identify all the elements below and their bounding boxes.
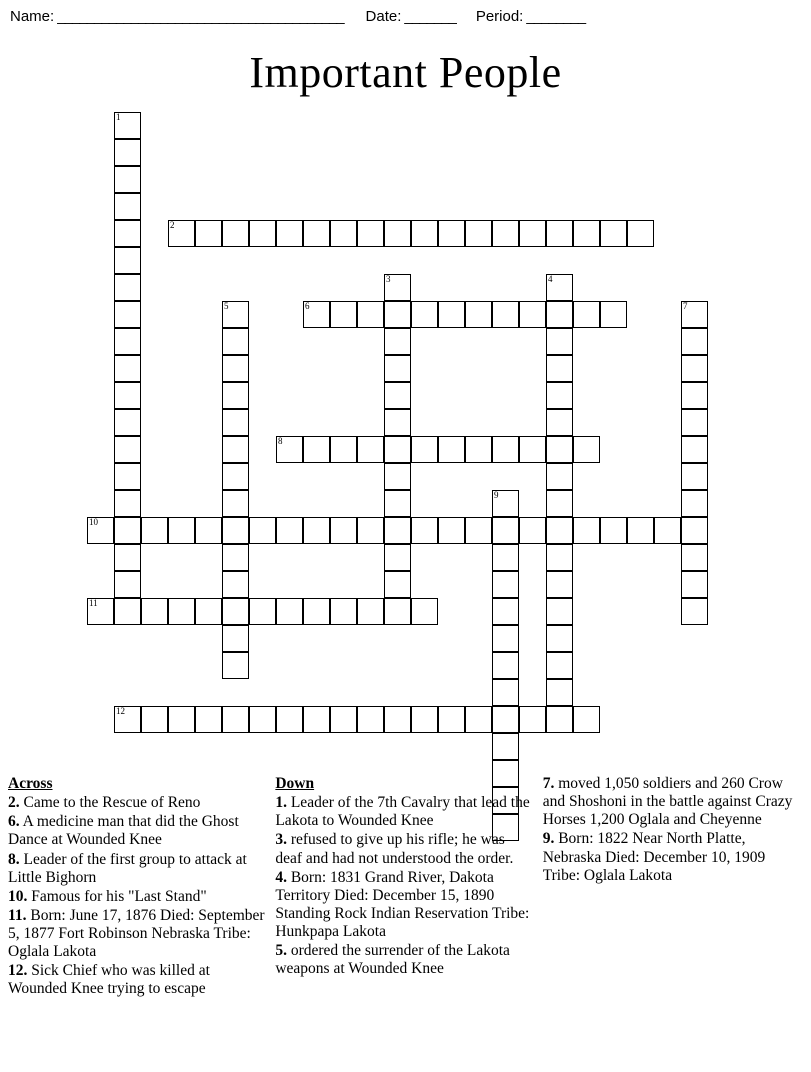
grid-cell[interactable] (492, 733, 519, 760)
grid-cell[interactable] (411, 436, 438, 463)
grid-cell[interactable] (222, 220, 249, 247)
grid-cell[interactable] (627, 517, 654, 544)
period-field (476, 8, 585, 25)
grid-cell[interactable] (330, 436, 357, 463)
grid-cell[interactable] (546, 598, 573, 625)
grid-cell[interactable] (114, 436, 141, 463)
grid-cell[interactable] (384, 274, 411, 301)
grid-cell[interactable] (546, 706, 573, 733)
grid-cell[interactable] (303, 706, 330, 733)
period-label: Period: (475, 8, 524, 25)
grid-cell[interactable] (222, 355, 249, 382)
clue-number: 1. (275, 794, 287, 812)
grid-cell[interactable] (195, 517, 222, 544)
grid-cell[interactable] (492, 544, 519, 571)
grid-cell[interactable] (573, 706, 600, 733)
grid-cell[interactable] (546, 679, 573, 706)
clue-item (8, 907, 265, 961)
grid-cell[interactable] (681, 571, 708, 598)
grid-cell[interactable] (114, 220, 141, 247)
grid-cell[interactable] (600, 517, 627, 544)
grid-cell[interactable] (546, 652, 573, 679)
grid-cell[interactable] (492, 517, 519, 544)
grid-cell[interactable] (492, 679, 519, 706)
grid-cell[interactable] (141, 517, 168, 544)
grid-cell[interactable] (465, 301, 492, 328)
grid-cell[interactable] (546, 220, 573, 247)
grid-cell[interactable] (681, 409, 708, 436)
grid-cell[interactable] (357, 220, 384, 247)
grid-cell[interactable] (87, 598, 114, 625)
grid-cell[interactable] (276, 598, 303, 625)
grid-cell[interactable] (492, 598, 519, 625)
grid-cell-number: 5 (224, 301, 229, 311)
grid-cell[interactable] (114, 301, 141, 328)
clue-text: A medicine man that did the Ghost Dance at Wounded Knee (8, 813, 239, 849)
grid-cell[interactable] (330, 301, 357, 328)
clue-text: Came to the Rescue of Reno (19, 794, 201, 812)
grid-cell-number: 10 (89, 517, 98, 527)
grid-cell[interactable] (357, 598, 384, 625)
grid-cell-number: 11 (89, 598, 98, 608)
grid-cell[interactable] (681, 355, 708, 382)
clue-text: Born: 1831 Grand River, Dakota Territory Died: December 15, 1890 Standing Rock Indian Reservation Tribe: Hunkpapa Lakota (275, 868, 530, 940)
grid-cell[interactable] (222, 490, 249, 517)
grid-cell[interactable] (276, 436, 303, 463)
grid-cell[interactable] (681, 544, 708, 571)
grid-cell[interactable] (546, 382, 573, 409)
grid-cell[interactable] (519, 706, 546, 733)
grid-cell[interactable] (195, 706, 222, 733)
down-heading: Down (275, 775, 315, 792)
name-blank-line: _______________________________________ (57, 8, 344, 25)
grid-cell[interactable] (681, 598, 708, 625)
grid-cell[interactable] (276, 517, 303, 544)
clue-item (543, 830, 803, 884)
clue-number: 5. (275, 942, 287, 960)
grid-cell[interactable] (114, 409, 141, 436)
clue-text: Leader of the first group to attack at Little Bighorn (8, 850, 247, 886)
clue-number: 6. (8, 813, 20, 831)
grid-cell[interactable] (249, 220, 276, 247)
grid-cell[interactable] (546, 328, 573, 355)
grid-cell[interactable] (330, 706, 357, 733)
clue-item (275, 869, 532, 942)
grid-cell[interactable] (546, 463, 573, 490)
grid-cell[interactable] (303, 436, 330, 463)
grid-cell[interactable] (384, 463, 411, 490)
grid-cell[interactable] (249, 517, 276, 544)
grid-cell[interactable] (141, 706, 168, 733)
grid-cell[interactable] (384, 436, 411, 463)
grid-cell[interactable] (411, 706, 438, 733)
grid-cell[interactable] (546, 544, 573, 571)
grid-cell[interactable] (222, 382, 249, 409)
grid-cell[interactable] (681, 301, 708, 328)
grid-cell[interactable] (519, 220, 546, 247)
grid-cell[interactable] (222, 328, 249, 355)
grid-cell[interactable] (492, 706, 519, 733)
grid-cell[interactable] (114, 139, 141, 166)
grid-cell[interactable] (114, 706, 141, 733)
grid-cell[interactable] (546, 355, 573, 382)
clue-number: 3. (275, 831, 287, 849)
grid-cell[interactable] (681, 490, 708, 517)
grid-cell[interactable] (114, 355, 141, 382)
grid-cell[interactable] (114, 490, 141, 517)
grid-cell[interactable] (357, 706, 384, 733)
grid-cell[interactable] (168, 706, 195, 733)
grid-cell[interactable] (330, 220, 357, 247)
grid-cell[interactable] (303, 220, 330, 247)
grid-cell[interactable] (222, 598, 249, 625)
grid-cell-number: 8 (278, 436, 283, 446)
clue-item (275, 831, 532, 867)
clue-number: 2. (8, 794, 20, 812)
grid-cell[interactable] (222, 652, 249, 679)
grid-cell[interactable] (492, 490, 519, 517)
grid-cell[interactable] (384, 409, 411, 436)
period-blank-line: ________ (526, 8, 586, 25)
grid-cell[interactable] (330, 517, 357, 544)
clue-text: refused to give up his rifle; he was deaf and had not understood the order. (275, 831, 514, 867)
clue-number: 10. (8, 887, 28, 905)
grid-cell[interactable] (357, 436, 384, 463)
grid-cell[interactable] (519, 436, 546, 463)
grid-cell[interactable] (222, 517, 249, 544)
grid-cell[interactable] (438, 706, 465, 733)
clue-text: Born: June 17, 1876 Died: September 5, 1877 Fort Robinson Nebraska Tribe: Oglala Lakota (8, 906, 265, 961)
grid-cell[interactable] (492, 220, 519, 247)
grid-cell[interactable] (546, 301, 573, 328)
clue-number: 7. (542, 775, 555, 792)
clue-column-1 (8, 775, 275, 1000)
grid-cell[interactable] (357, 301, 384, 328)
grid-cell[interactable] (411, 301, 438, 328)
grid-cell[interactable] (681, 436, 708, 463)
grid-cell[interactable] (600, 220, 627, 247)
grid-cell[interactable] (168, 598, 195, 625)
grid-cell[interactable] (519, 517, 546, 544)
clue-text: Leader of the 7th Cavalry that lead the Lakota to Wounded Knee (275, 794, 530, 830)
clue-item (8, 794, 265, 812)
grid-cell[interactable] (546, 274, 573, 301)
grid-cell[interactable] (573, 301, 600, 328)
grid-cell[interactable] (114, 328, 141, 355)
clue-text: Famous for his "Last Stand" (27, 887, 207, 905)
grid-cell[interactable] (438, 517, 465, 544)
grid-cell-number: 7 (683, 301, 688, 311)
grid-cell[interactable] (330, 598, 357, 625)
grid-cell-number: 9 (494, 490, 499, 500)
grid-cell[interactable] (114, 598, 141, 625)
grid-cell[interactable] (384, 301, 411, 328)
down-clue-list-part2 (543, 775, 803, 885)
clue-item (8, 888, 265, 906)
clue-item (543, 775, 803, 829)
grid-cell[interactable] (546, 436, 573, 463)
crossword-grid (0, 112, 811, 762)
grid-cell-number: 6 (305, 301, 310, 311)
grid-cell[interactable] (546, 409, 573, 436)
grid-cell[interactable] (357, 517, 384, 544)
grid-cell[interactable] (384, 571, 411, 598)
grid-cell-number: 12 (116, 706, 125, 716)
clue-text: ordered the surrender of the Lakota weapons at Wounded Knee (275, 942, 510, 978)
grid-cell[interactable] (384, 706, 411, 733)
grid-cell[interactable] (600, 301, 627, 328)
grid-cell[interactable] (303, 517, 330, 544)
grid-cell[interactable] (573, 436, 600, 463)
grid-cell[interactable] (114, 193, 141, 220)
grid-cell[interactable] (492, 571, 519, 598)
grid-cell[interactable] (492, 301, 519, 328)
grid-cell[interactable] (249, 706, 276, 733)
grid-cell[interactable] (681, 328, 708, 355)
grid-cell[interactable] (168, 220, 195, 247)
grid-cell[interactable] (384, 544, 411, 571)
page-title: Important People (249, 48, 562, 97)
grid-cell[interactable] (546, 571, 573, 598)
grid-cell[interactable] (573, 517, 600, 544)
grid-cell[interactable] (222, 706, 249, 733)
clue-item (275, 794, 532, 830)
grid-cell[interactable] (222, 463, 249, 490)
grid-cell[interactable] (276, 706, 303, 733)
grid-cell[interactable] (492, 652, 519, 679)
grid-cell[interactable] (87, 517, 114, 544)
grid-cell-number: 1 (116, 112, 121, 122)
grid-cell[interactable] (384, 220, 411, 247)
clue-item (275, 942, 532, 978)
grid-cell[interactable] (141, 598, 168, 625)
worksheet-header (0, 0, 811, 25)
grid-cell[interactable] (114, 544, 141, 571)
name-label: Name: (10, 8, 55, 25)
grid-cell-number: 3 (386, 274, 391, 284)
down-clue-list-part1 (275, 794, 532, 978)
grid-cell[interactable] (546, 517, 573, 544)
grid-cell[interactable] (195, 220, 222, 247)
grid-cell[interactable] (114, 571, 141, 598)
grid-cell[interactable] (546, 625, 573, 652)
grid-cell-number: 2 (170, 220, 175, 230)
clue-section (0, 775, 811, 1000)
grid-cell[interactable] (222, 625, 249, 652)
across-clue-list (8, 794, 265, 998)
across-heading: Across (8, 775, 53, 792)
grid-cell[interactable] (546, 490, 573, 517)
grid-cell[interactable] (114, 517, 141, 544)
grid-cell[interactable] (222, 436, 249, 463)
grid-cell[interactable] (492, 436, 519, 463)
grid-cell[interactable] (114, 463, 141, 490)
grid-cell[interactable] (681, 382, 708, 409)
grid-cell[interactable] (465, 517, 492, 544)
date-field (366, 8, 456, 25)
grid-cell[interactable] (573, 220, 600, 247)
clue-number: 4. (275, 868, 287, 886)
grid-cell[interactable] (438, 436, 465, 463)
grid-cell[interactable] (465, 436, 492, 463)
grid-cell[interactable] (384, 382, 411, 409)
grid-cell[interactable] (654, 517, 681, 544)
grid-cell[interactable] (438, 301, 465, 328)
grid-cell[interactable] (411, 598, 438, 625)
grid-cell[interactable] (681, 517, 708, 544)
grid-cell[interactable] (411, 517, 438, 544)
grid-cell[interactable] (303, 301, 330, 328)
clue-number: 12. (8, 962, 28, 980)
grid-cell[interactable] (519, 301, 546, 328)
grid-cell[interactable] (384, 490, 411, 517)
clue-item (8, 962, 265, 998)
grid-cell[interactable] (303, 598, 330, 625)
clue-item (8, 813, 265, 849)
grid-cell[interactable] (195, 598, 222, 625)
grid-cell[interactable] (384, 517, 411, 544)
clue-item (8, 851, 265, 887)
grid-cell[interactable] (276, 220, 303, 247)
grid-cell[interactable] (114, 274, 141, 301)
grid-cell[interactable] (492, 625, 519, 652)
grid-cell[interactable] (222, 301, 249, 328)
grid-cell[interactable] (114, 166, 141, 193)
clue-number: 11. (8, 906, 27, 924)
grid-cell[interactable] (114, 112, 141, 139)
grid-cell[interactable] (465, 706, 492, 733)
clue-number: 9. (542, 830, 555, 848)
date-label: Date: (365, 8, 402, 25)
clue-text: Sick Chief who was killed at Wounded Knee trying to escape (8, 962, 210, 998)
grid-cell[interactable] (465, 220, 492, 247)
clue-text: moved 1,050 soldiers and 260 Crow and Shoshoni in the battle against Crazy Horses 1,200 Oglala and Cheyenne (542, 775, 793, 829)
grid-cell[interactable] (222, 409, 249, 436)
grid-cell[interactable] (438, 220, 465, 247)
grid-cell[interactable] (384, 598, 411, 625)
clue-number: 8. (8, 850, 20, 868)
grid-cell[interactable] (627, 220, 654, 247)
grid-cell[interactable] (384, 355, 411, 382)
grid-cell[interactable] (249, 598, 276, 625)
date-blank-line: _______ (404, 8, 456, 25)
grid-cell[interactable] (222, 544, 249, 571)
clue-column-2 (275, 775, 542, 1000)
grid-cell[interactable] (384, 328, 411, 355)
grid-cell[interactable] (168, 517, 195, 544)
grid-cell[interactable] (411, 220, 438, 247)
grid-cell[interactable] (114, 247, 141, 274)
name-field (10, 8, 344, 25)
grid-cell[interactable] (222, 571, 249, 598)
grid-cell[interactable] (681, 463, 708, 490)
grid-cell[interactable] (114, 382, 141, 409)
grid-cell-number: 4 (548, 274, 553, 284)
clue-text: Born: 1822 Near North Platte, Nebraska Died: December 10, 1909 Tribe: Oglala Lakota (542, 830, 766, 884)
clue-column-3 (543, 775, 803, 1000)
